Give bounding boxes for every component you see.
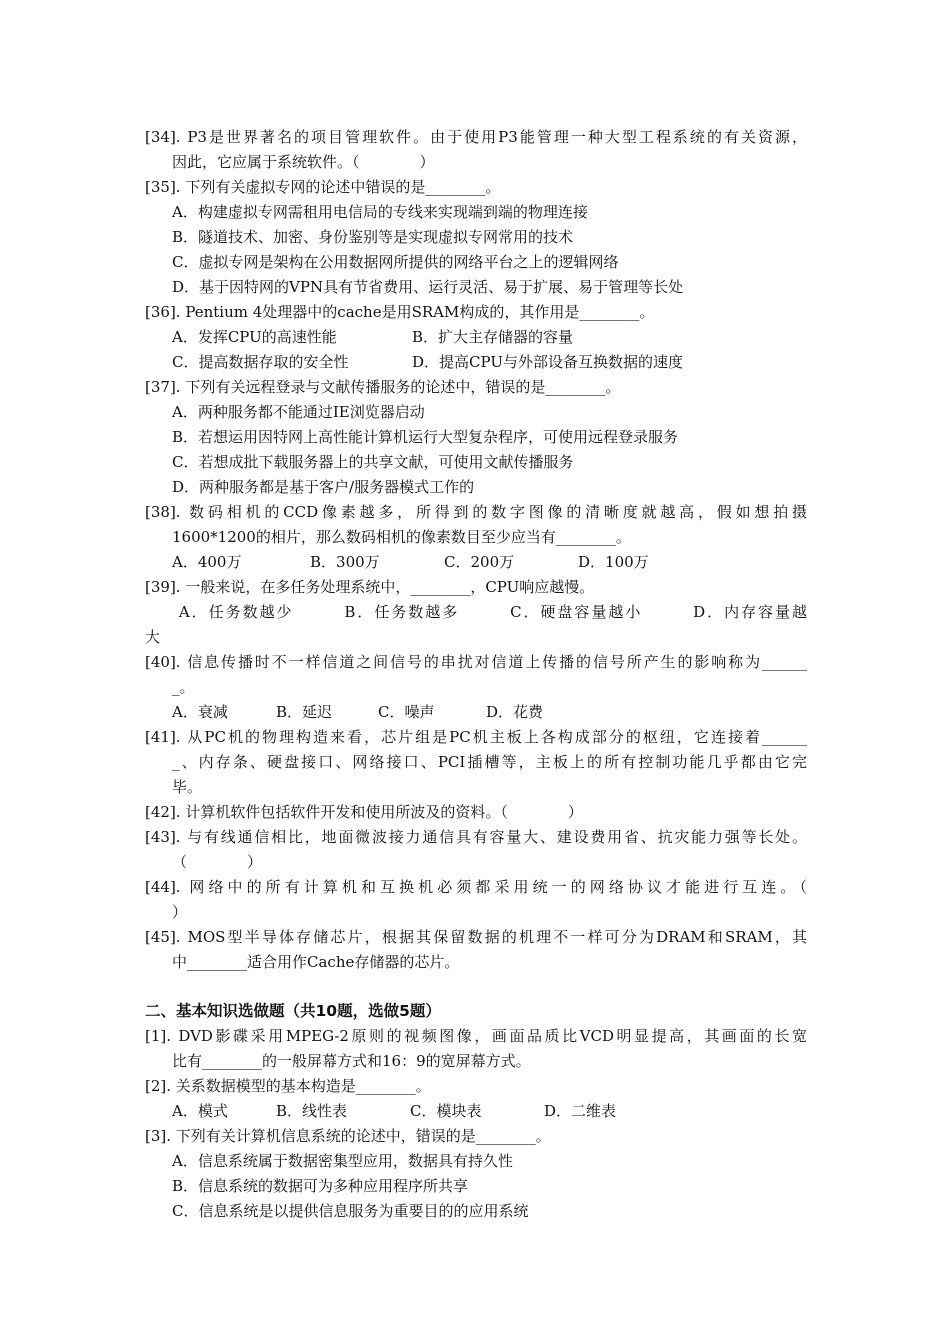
question-line: B．若想运用因特网上高性能计算机运行大型复杂程序，可使用远程登录服务	[172, 428, 679, 446]
option-item: C．模块表	[410, 1102, 482, 1120]
question-line: D．基于因特网的VPN具有节省费用、运行灵活、易于扩展、易于管理等长处	[172, 278, 684, 296]
option-item: A．衰减	[172, 703, 228, 721]
question-line: 大	[145, 628, 161, 646]
option-row	[145, 700, 807, 725]
option-row	[145, 1099, 807, 1124]
question-line: C．虚拟专网是架构在公用数据网所提供的网络平台之上的逻辑网络	[172, 253, 619, 271]
option-item: C．200万	[444, 553, 515, 571]
question-line: A．两种服务都不能通过IE浏览器启动	[172, 403, 425, 421]
question-line: （ ）	[172, 853, 263, 871]
option-item: C．噪声	[378, 703, 435, 721]
question-line: 1600*1200的相片，那么数码相机的像素数目至少应当有________。	[172, 528, 631, 546]
question-line: [39]. 一般来说，在多任务处理系统中，________，CPU响应越慢。	[145, 578, 595, 596]
question-line: B．信息系统的数据可为多种应用程序所共享	[172, 1177, 469, 1195]
question-line: [41]. 从PC机的物理构造来看，芯片组是PC机主板上各构成部分的枢纽，它连接着______	[145, 728, 807, 746]
question-line: [43]. 与有线通信相比，地面微波接力通信具有容量大、建设费用省、抗灾能力强等长处。	[145, 828, 807, 846]
question-line: 毕。	[172, 778, 203, 796]
question-line: C．信息系统是以提供信息服务为重要目的的应用系统	[172, 1202, 529, 1220]
question-line: [45]. MOS型半导体存储芯片，根据其保留数据的机理不一样可分为DRAM和SRAM，其	[145, 928, 807, 946]
option-item: B．扩大主存储器的容量	[412, 328, 574, 346]
question-line: [36]. Pentium 4处理器中的cache是用SRAM构成的，其作用是________。	[145, 303, 655, 321]
option-item: B．300万	[310, 553, 380, 571]
question-line: [38]. 数码相机的CCD像素越多，所得到的数字图像的清晰度就越高，假如想拍摄	[145, 503, 807, 521]
option-item: D．100万	[578, 553, 649, 571]
question-line: [42]. 计算机软件包括软件开发和使用所波及的资料。（ ）	[145, 803, 583, 821]
question-line: [44]. 网络中的所有计算机和互换机必须都采用统一的网络协议才能进行互连。（	[145, 878, 807, 896]
question-line: [35]. 下列有关虚拟专网的论述中错误的是________。	[145, 178, 501, 196]
question-line: D．两种服务都是基于客户/服务器模式工作的	[172, 478, 475, 496]
question-line: 比有________的一般屏幕方式和16：9的宽屏幕方式。	[172, 1052, 531, 1070]
question-line: ）	[172, 903, 188, 921]
question-line: [40]. 信息传播时不一样信道之间信号的串扰对信道上传播的信号所产生的影响称为______	[145, 653, 807, 671]
question-line: [1]. DVD影碟采用MPEG-2原则的视频图像，画面品质比VCD明显提高，其画面的长宽	[145, 1027, 807, 1045]
question-line: [3]. 下列有关计算机信息系统的论述中，错误的是________。	[145, 1127, 551, 1145]
section-gap	[145, 975, 807, 999]
question-line: [37]. 下列有关远程登录与文献传播服务的论述中，错误的是________。	[145, 378, 621, 396]
option-item: A．400万	[172, 553, 242, 571]
option-row	[145, 325, 807, 350]
section-heading: 二、基本知识选做题（共10题，选做5题）	[145, 1002, 441, 1020]
option-item: A．模式	[172, 1102, 228, 1120]
option-row	[145, 550, 807, 575]
question-line: 中________适合用作Cache存储器的芯片。	[172, 953, 460, 971]
question-line: C．若想成批下载服务器上的共享文献，可使用文献传播服务	[172, 453, 574, 471]
question-line: _。	[172, 678, 195, 696]
question-line: 因此，它应属于系统软件。（ ）	[172, 153, 435, 171]
question-line: B．隧道技术、加密、身份鉴别等是实现虚拟专网常用的技术	[172, 228, 574, 246]
option-item: D．花费	[486, 703, 544, 721]
option-item: D．二维表	[544, 1102, 617, 1120]
question-line: [2]. 关系数据模型的基本构造是________。	[145, 1077, 431, 1095]
option-row	[145, 350, 807, 375]
question-line: A．信息系统属于数据密集型应用，数据具有持久性	[172, 1152, 513, 1170]
option-item: B．线性表	[276, 1102, 348, 1120]
question-line: A．构建虚拟专网需租用电信局的专线来实现端到端的物理连接	[172, 203, 588, 221]
option-item: B．延迟	[276, 703, 333, 721]
option-item: C．提高数据存取的安全性	[172, 353, 349, 371]
option-item: A．发挥CPU的高速性能	[172, 328, 337, 346]
question-line: [34]. P3是世界著名的项目管理软件。由于使用P3能管理一种大型工程系统的有关资源，	[145, 128, 807, 146]
option-item: D．提高CPU与外部设备互换数据的速度	[412, 353, 683, 371]
exam-content	[145, 125, 807, 1224]
question-line: A．任务数越少 B．任务数越多 C．硬盘容量越小 D．内存容量越	[145, 603, 807, 621]
question-line: _、内存条、硬盘接口、网络接口、PCI插槽等，主板上的所有控制功能几乎都由它完	[172, 753, 807, 771]
